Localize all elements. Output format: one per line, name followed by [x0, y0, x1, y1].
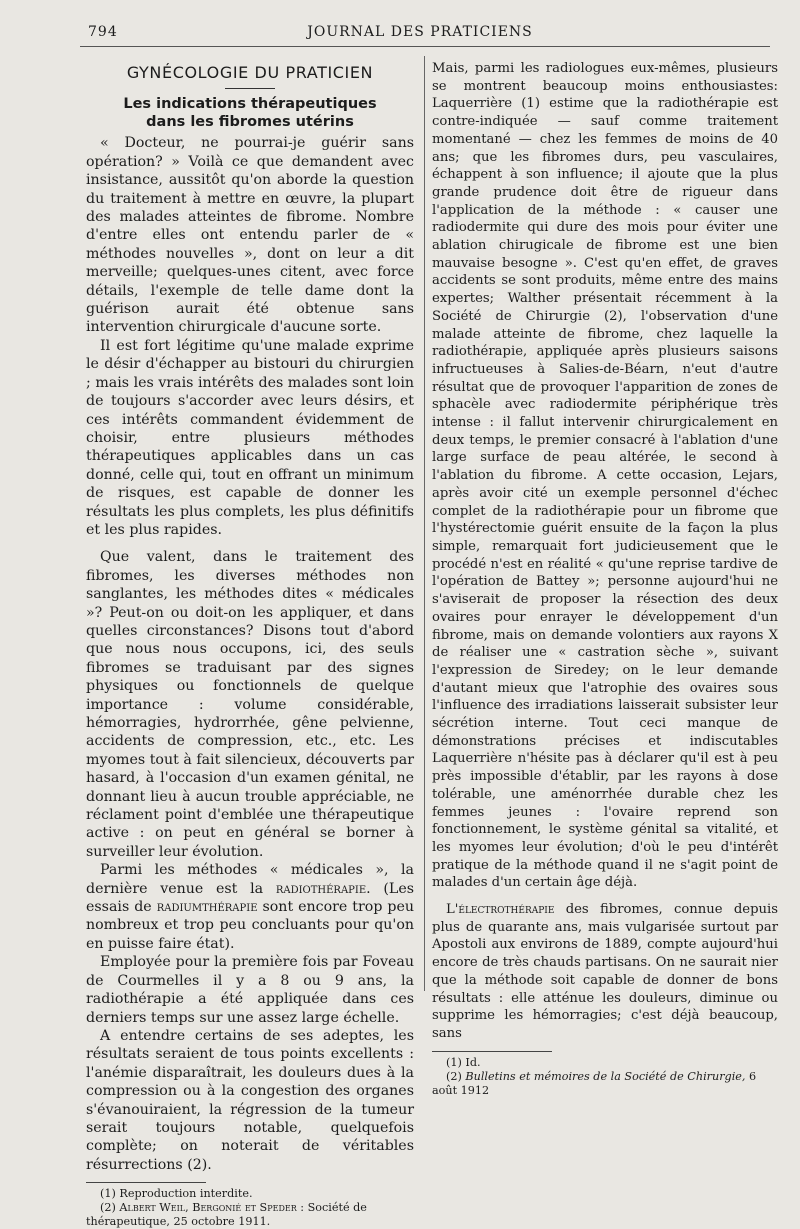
right-column [432, 60, 778, 1098]
article-title-line-2: dans les fibromes utérins [146, 114, 354, 131]
paragraph-radiotherapy-intro [86, 861, 414, 953]
page-number: 794 [88, 24, 118, 40]
paragraph-interests: Il est fort légitime qu'une malade exprime le désir d'échapper au bistouri du chirurgien ; mais les vrais intérêts des malades sont loin de toujours s'accorder avec leurs désirs, et ces intérêts commandent évidemment de choisir, entre plusieurs méthodes thérapeutiques applicables dans un cas donné, celle qui, tout en offrant un minimum de risques, est capable de donner les résultats les plus complets, les plus définitifs et les plus rapides. [86, 337, 414, 538]
left-column [86, 60, 414, 1229]
column-divider [424, 56, 425, 991]
footnote-2 [86, 1201, 414, 1229]
text-run: Parmi les méthodes « médicales », la dernière venue est la [86, 862, 414, 897]
footnote-journal: Bulletins et mémoires de la Société de Chirurgie, [465, 1069, 746, 1083]
paragraph-adepts: A entendre certains de ses adeptes, les résultats seraient de tous points excellents : l'anémie disparaîtrait, les douleurs dues à la compression ou à la congestion des organes s'évanouiraient, la régression de la tumeur serait toujours notable, quelquefois complète; on noterait de véritables résurrections (2). [86, 1027, 414, 1173]
footnote-rule [432, 1051, 552, 1052]
header-rule [80, 46, 770, 47]
article-title-line-1: Les indications thérapeutiques [123, 96, 377, 113]
footnote-rule [86, 1182, 206, 1183]
footnote-date: 6 août 1912 [432, 1069, 757, 1097]
footnote-source: : Société de thérapeutique, 25 octobre 1911. [86, 1201, 367, 1229]
paragraph-radiotherapy-history: Employée pour la première fois par Foveau de Courmelles il y a 8 ou 9 ans, la radiothérapie a été appliquée dans ces derniers temps sur une assez large échelle. [86, 954, 414, 1026]
text-run: sont encore trop peu nombreux et trop peu concluants pour qu'on en puisse faire état). [86, 899, 414, 952]
footnote-1: (1) Reproduction interdite. [100, 1187, 253, 1201]
title-rule [225, 88, 275, 89]
footnote-marker: (2) [100, 1201, 116, 1215]
journal-title: JOURNAL DES PRATICIENS [307, 24, 533, 40]
running-head [70, 24, 770, 46]
paragraph-radiologists: Mais, parmi les radiologues eux-mêmes, plusieurs se montrent beaucoup moins enthousiastes: Laquerrière (1) estime que la radiothérapie est contre-indiquée — sauf comme traitement momentané — chez les femmes de moins de 40 ans; que les fibromes durs, peu vasculaires, échappent à son influence; il ajoute que la plus grande prudence doit être de rigueur dans l'application de la méthode : « causer une radiodermite qui dure des mois pour éviter une ablation chirugicale de fibrome est une bien mauvaise besogne ». C'est qu'en effet, de graves accidents se sont produits, même entre des mains expertes; Walther présentait récemment à la Société de Chirurgie (2), l'observation d'une malade atteinte de fibrome, chez laquelle la radiothérapie, appliquée après plusieurs saisons infructueuses à Salies-de-Béarn, n'eut d'autre résultat que de provoquer l'apparition de zones de sphacèle avec radiodermite périphérique très intense : il fallut intervenir chirurgicalement en deux temps, le premier consacré à l'ablation d'une large surface de peau altérée, le second à l'ablation du fibrome. A cette occasion, Lejars, après avoir cité un exemple personnel d'échec complet de la radiothérapie pour un fibrome que l'hystérectomie guérit ensuite de la façon la plus simple, remarquait fort judicieusement que le procédé n'est en réalité « qu'une reprise tardive de l'opération de Battey »; personne aujourd'hui ne s'aviserait de proposer la résection des deux ovaires pour enrayer le développement d'un fibrome, mais on demande volontiers aux rayons X de réaliser une « castration sèche », suivant l'expression de Siredey; on le leur demande d'autant mieux que l'atrophie des ovaires sous l'influence des irradiations laisserait subsister leur sécrétion interne. Tout ceci manque de démonstrations précises et indiscutables Laquerrière n'hésite pas à déclarer qu'il est à peu près impossible d'établir, par les rayons à dose tolérable, une aménorrhée durable chez les femmes jeunes : l'ovaire reprend son fonctionnement, le système génital sa vitalité, et les myomes leur évolution; d'où le peu d'intérêt pratique de la méthode quand il ne s'agit point de malades d'un certain âge déjà. [432, 61, 778, 891]
article-title [86, 95, 414, 131]
term-radiotherapie: radiothérapie [275, 880, 367, 897]
term-electrotherapie: L'électrothérapie [446, 902, 555, 918]
text-run: . (Les essais de [86, 880, 415, 916]
footnote-1: (1) Id. [446, 1055, 481, 1069]
paragraph-electrotherapy [432, 901, 778, 1043]
footnote-marker: (2) [446, 1069, 462, 1083]
text-run: des fibromes, connue depuis plus de quarante ans, mais vulgarisée surtout par Apostoli aux environs de 1889, compte aujourd'hui encore de très chauds partisans. On ne saurait nier que la méthode soit capable de donner de bons résultats : elle atténue les douleurs, diminue ou supprime les hémorragies; c'est déjà beaucoup, sans [432, 902, 778, 1041]
section-title: GYNÉCOLOGIE DU PRATICIEN [126, 63, 374, 82]
paragraph-methods: Que valent, dans le traitement des fibromes, les diverses méthodes non sanglantes, les méthodes dites « médicales »? Peut-on ou doit-on les appliquer, et dans quelles circonstances? Disons tout d'abord que nous nous occupons, ici, des seuls fibromes se traduisant par des signes physiques ou fonctionnels de quelque importance : volume considérable, hémorragies, hydrorrhée, gêne pelvienne, accidents de compression, etc., etc. Les myomes tout à fait silencieux, découverts par hasard, à l'occasion d'un examen génital, ne donnant lieu à aucun trouble appréciable, ne réclament point d'emblée une thérapeutique active : on peut en général se borner à surveiller leur évolution. [86, 549, 414, 860]
term-radiumtherapie: radiumthérapie [156, 899, 258, 916]
footnote-authors: Albert Weil, Bergonié et Speder [119, 1201, 297, 1215]
paragraph-intro: « Docteur, ne pourrai-je guérir sans opération? » Voilà ce que demandent avec insistance, aussitôt qu'on aborde la question du traitement à mettre en œuvre, la plupart des malades atteintes de fibrome. Nombre d'entre elles ont entendu parler de « méthodes nouvelles », dont on leur a dit merveille; quelques-unes citent, avec force détails, l'exemple de telle dame dont la guérison aurait été obtenue sans intervention chirurgicale d'aucune sorte. [86, 135, 414, 336]
